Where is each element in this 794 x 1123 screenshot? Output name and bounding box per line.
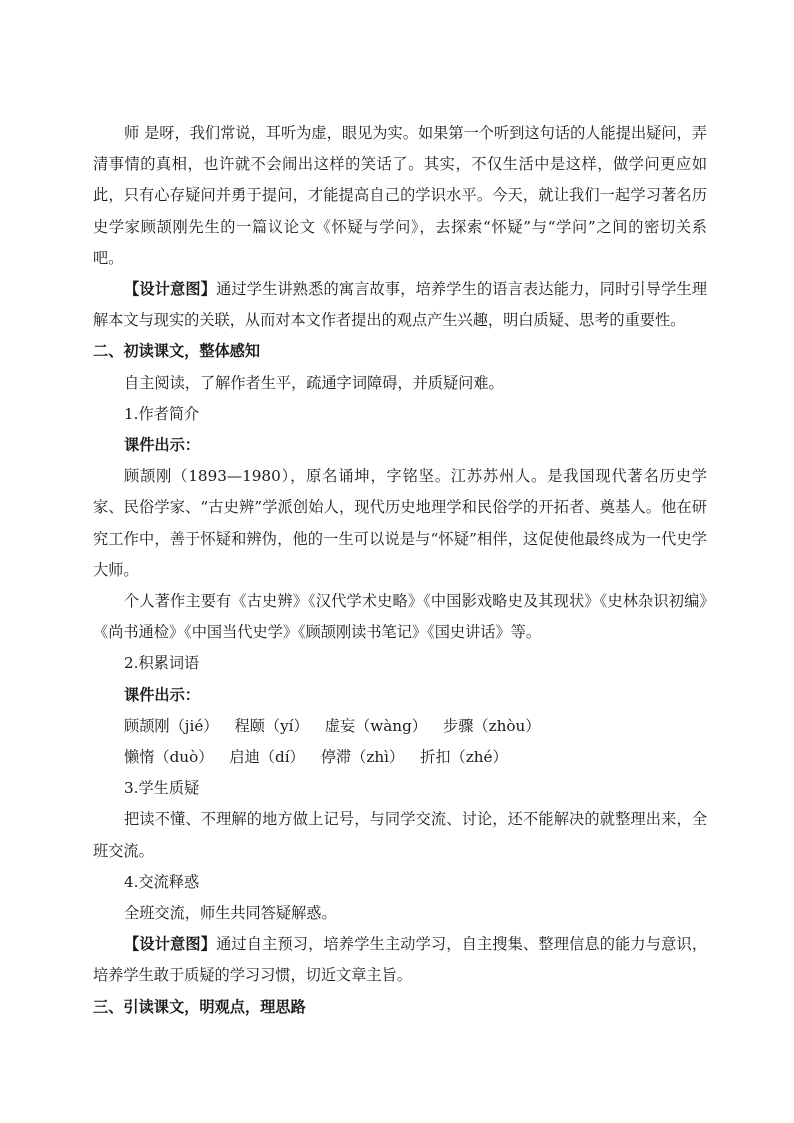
section-heading-3: 三、引读课文，明观点，理思路 [93,997,306,1016]
self-reading-paragraph: 自主阅读，了解作者生平，疏通字词障碍，并质疑问难。 [124,373,504,392]
item-author-intro: 1.作者简介 [124,404,200,423]
vocab-word: 停滞（zhì） [320,748,405,767]
vocab-word: 懒惰（duò） [124,748,214,767]
design-intent-label: 【设计意图】 [124,935,217,954]
works-paragraph: 个人著作主要有《古史辨》《汉代学术史略》《中国影戏略史及其现状》《史林杂识初编》《尚书通检》《中国当代史学》《顾颉刚读书笔记》《国史讲话》等。 [93,592,707,642]
vocab-row-1 [93,711,707,742]
design-intent-1 [93,274,707,336]
section-heading-2: 二、初读课文，整体感知 [93,342,261,361]
question-paragraph: 把读不懂、不理解的地方做上记号，与同学交流、讨论，还不能解决的就整理出来，全班交流。 [93,810,707,860]
intro-paragraph: 师 是呀，我们常说，耳听为虚，眼见为实。如果第一个听到这句话的人能提出疑问，弄清事情的真相，也许就不会闹出这样的笑话了。其实，不仅生活中是这样，做学问更应如此，只有心存疑问并勇于提问，才能提高自己的学识水平。今天，就让我们一起学习著名历史学家顾颉刚先生的一篇议论文《怀疑与学问》，去探索“怀疑”与“学问”之间的密切关系吧。 [93,124,707,267]
vocab-word: 步骤（zhòu） [443,716,541,735]
vocab-word: 启迪（dí） [229,748,305,767]
design-intent-text: 通过自主预习，培养学生主动学习，自主搜集、整理信息的能力与意识，培养学生敢于质疑的学习习惯，切近文章主旨。 [93,935,708,985]
vocab-row-2 [93,742,707,773]
item-exchange: 4.交流释惑 [124,872,200,891]
courseware-label-2: 课件出示： [124,685,200,704]
item-vocabulary: 2.积累词语 [124,654,200,673]
courseware-label-1: 课件出示： [124,436,200,455]
design-intent-2 [93,929,707,991]
vocab-word: 折扣（zhé） [420,748,508,767]
item-student-questions: 3.学生质疑 [124,779,200,798]
exchange-paragraph: 全班交流，师生共同答疑解惑。 [124,904,337,923]
vocab-word: 程颐（yí） [234,716,309,735]
vocab-word: 顾颉刚（jié） [124,716,219,735]
vocab-word: 虚妄（wàng） [324,716,427,735]
design-intent-text: 通过学生讲熟悉的寓言故事，培养学生的语言表达能力，同时引导学生理解本文与现实的关联，从而对本文作者提出的观点产生兴趣，明白质疑、思考的重要性。 [93,280,708,330]
author-bio-paragraph: 顾颉刚（1893—1980），原名诵坤，字铭坚。江苏苏州人。是我国现代著名历史学家、民俗学家、“古史辨”学派创始人，现代历史地理学和民俗学的开拓者、奠基人。他在研究工作中，善于怀疑和辨伪，他的一生可以说是与“怀疑”相伴，这促使他最终成为一代史学大师。 [93,467,707,579]
document-body [93,118,707,1023]
design-intent-label: 【设计意图】 [124,280,217,299]
